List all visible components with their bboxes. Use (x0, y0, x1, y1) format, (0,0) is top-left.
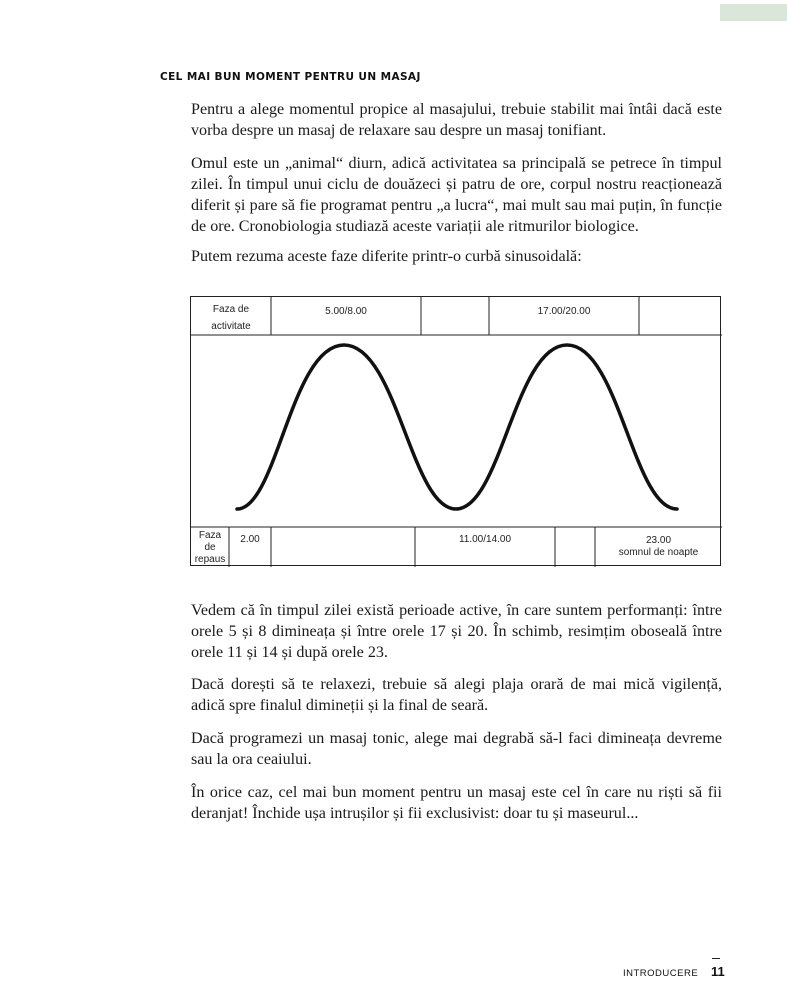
corner-tab-decoration (720, 4, 787, 21)
trough-night-label: 2.00 (240, 534, 260, 545)
paragraph-curve-intro: Putem rezuma aceste faze diferite printr-o curbă sinusoidală: (191, 248, 582, 265)
section-title: CEL MAI BUN MOMENT PENTRU UN MASAJ (160, 71, 421, 83)
trough-sleep-label: 23.00 somnul de noapte (618, 535, 699, 558)
paragraph-tonic-advice: Dacă programezi un masaj tonic, alege mai degrabă să-l faci dimineața devreme sau la ora ceaiului. (191, 730, 722, 768)
rest-phase-label: Faza de repaus (194, 530, 226, 565)
paragraph-diurnal: Omul este un „animal“ diurn, adică activitatea sa principală se petrece în timpul zilei. În timpul unui ciclu de douăzeci și patru de ore, corpul nostru reacționează diferit și pare să fie programat pentru „a lucra“, mai mult sau mai puțin, în funcție de ore. Cronobiologia studiază aceste variații ale ritmurilor biologice. (191, 155, 722, 235)
sinusoidal-curve (237, 345, 677, 509)
activity-phase-label: Faza de activitate (211, 304, 251, 332)
peak-evening-label: 17.00/20.00 (537, 306, 591, 317)
diagram-lines (191, 297, 722, 567)
trough-midday-label: 11.00/14.00 (458, 534, 512, 545)
page-number-rule (712, 958, 720, 959)
chapter-footer-label: INTRODUCERE (623, 968, 699, 979)
peak-morning-label: 5.00/8.00 (325, 306, 367, 317)
paragraph-relax-advice: Dacă dorești să te relaxezi, trebuie să alegi plaja orară de mai mică vigilență, adică spre finalul dimineții și la final de seară. (191, 676, 722, 714)
paragraph-conclusion: În orice caz, cel mai bun moment pentru un masaj este cel în care nu riști să fii deranjat! Închide ușa intrușilor și fii exclusivist: doar tu și maseurul... (191, 784, 722, 822)
page-number: 11 (711, 964, 725, 979)
paragraph-intro: Pentru a alege momentul propice al masajului, trebuie stabilit mai întâi dacă este vorba despre un masaj de relaxare sau despre un masaj tonifiant. (191, 101, 722, 139)
paragraph-active-periods: Vedem că în timpul zilei există perioade active, în care suntem performanți: între orele 5 și 8 dimineața și între orele 17 și 20. În schimb, resimțim oboseală între orele 11 și 14 și după orele 23. (191, 602, 722, 661)
biorhythm-diagram (190, 296, 721, 566)
